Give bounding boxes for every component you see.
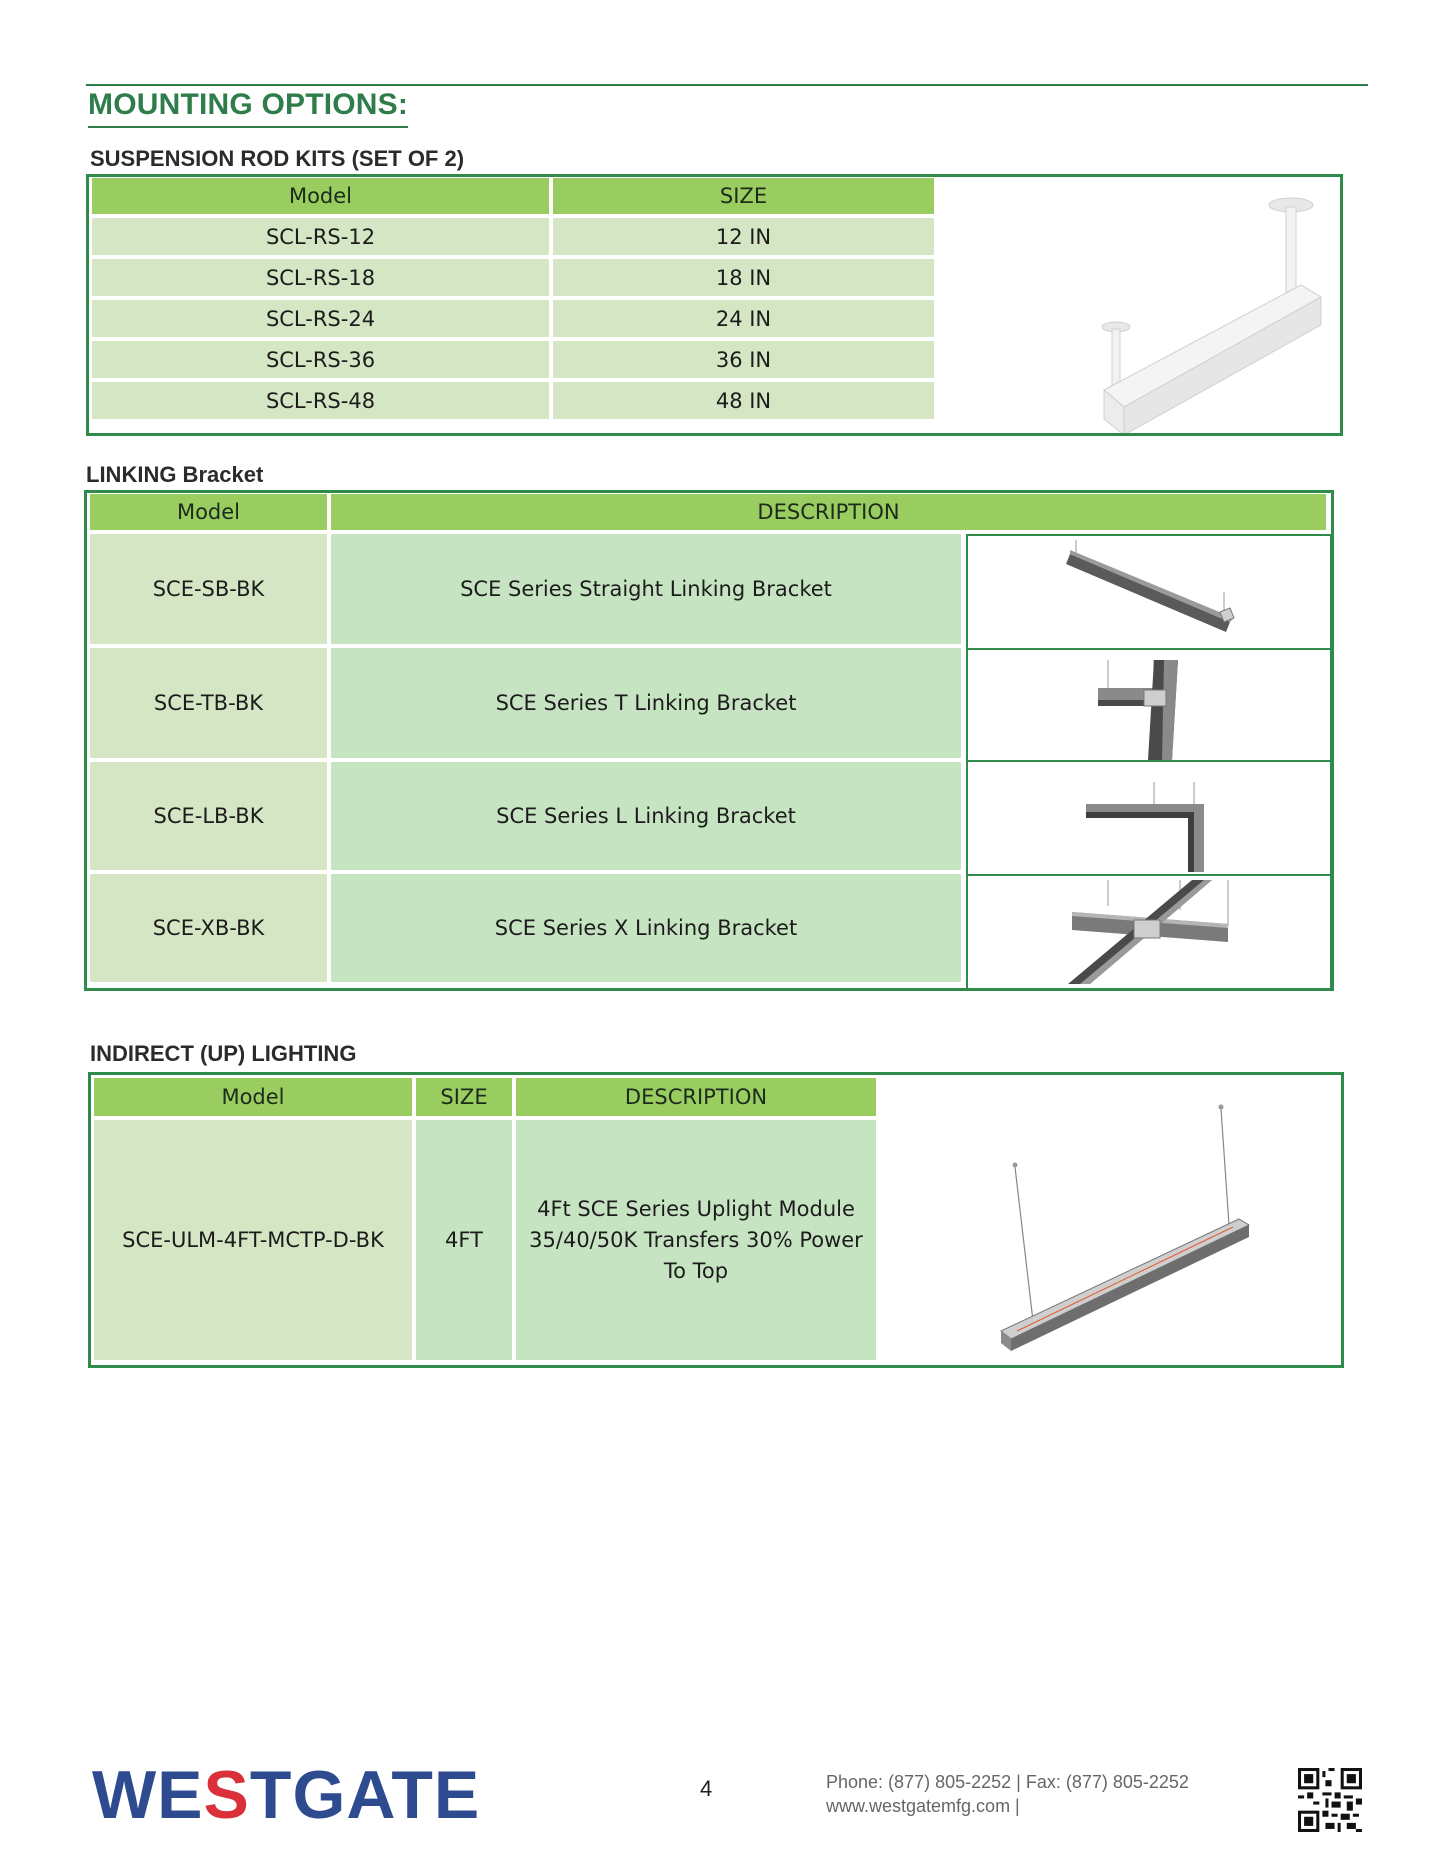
size-cell: 36 IN xyxy=(553,341,934,378)
table-row xyxy=(92,341,934,378)
indirect-header-description: DESCRIPTION xyxy=(516,1078,876,1116)
description-cell: SCE Series T Linking Bracket xyxy=(331,648,961,758)
phone-fax-line: Phone: (877) 805-2252 | Fax: (877) 805-2252 xyxy=(826,1772,1189,1792)
model-cell: SCE-XB-BK xyxy=(90,874,327,982)
linking-header-model: Model xyxy=(90,494,327,530)
qr-code-icon[interactable] xyxy=(1298,1768,1362,1832)
description-cell: SCE Series Straight Linking Bracket xyxy=(331,534,961,644)
x-bracket-icon xyxy=(968,876,1330,988)
straight-bracket-image xyxy=(966,534,1332,650)
table-row xyxy=(92,382,934,419)
description-line: 4Ft SCE Series Uplight Module xyxy=(537,1196,855,1221)
model-cell: SCE-TB-BK xyxy=(90,648,327,758)
size-cell: 48 IN xyxy=(553,382,934,419)
table-row xyxy=(92,259,934,296)
logo-text-mid: S xyxy=(203,1757,250,1833)
uplight-module-image xyxy=(961,1085,1343,1365)
model-cell: SCL-RS-48 xyxy=(92,382,549,419)
size-cell: 4FT xyxy=(416,1120,512,1360)
model-cell: SCL-RS-12 xyxy=(92,218,549,255)
indirect-section-title: INDIRECT (UP) LIGHTING xyxy=(90,1041,357,1066)
logo-text-right: TGATE xyxy=(249,1757,481,1833)
description-line: 35/40/50K Transfers 30% Power xyxy=(529,1227,863,1252)
page-number: 4 xyxy=(700,1776,713,1801)
model-cell: SCE-ULM-4FT-MCTP-D-BK xyxy=(94,1120,412,1360)
westgate-logo xyxy=(92,1756,480,1834)
model-cell: SCE-LB-BK xyxy=(90,762,327,870)
description-line: To Top xyxy=(663,1258,729,1283)
description-cell: SCE Series L Linking Bracket xyxy=(331,762,961,870)
contact-info xyxy=(826,1770,1189,1818)
linking-section-title: LINKING Bracket xyxy=(86,462,264,487)
t-bracket-image xyxy=(966,648,1332,762)
description-cell: SCE Series X Linking Bracket xyxy=(331,874,961,982)
indirect-table xyxy=(90,1074,880,1364)
table-row xyxy=(92,218,934,255)
suspension-header-size: SIZE xyxy=(553,178,934,214)
suspension-rod-fixture-image xyxy=(1009,185,1339,433)
t-bracket-icon xyxy=(968,650,1330,760)
x-bracket-image xyxy=(966,874,1332,990)
website-link[interactable]: www.westgatemfg.com | xyxy=(826,1796,1020,1816)
indirect-header-size: SIZE xyxy=(416,1078,512,1116)
l-bracket-image xyxy=(966,760,1332,876)
linking-header-description: DESCRIPTION xyxy=(331,494,1326,530)
top-rule xyxy=(86,84,1368,86)
suspension-header-model: Model xyxy=(92,178,549,214)
straight-bracket-icon xyxy=(968,536,1330,648)
model-cell: SCL-RS-24 xyxy=(92,300,549,337)
indirect-header-model: Model xyxy=(94,1078,412,1116)
suspension-table xyxy=(88,174,938,423)
l-bracket-icon xyxy=(968,762,1330,874)
model-cell: SCL-RS-18 xyxy=(92,259,549,296)
logo-text-left: WE xyxy=(92,1757,204,1833)
table-row xyxy=(92,300,934,337)
table-row xyxy=(94,1120,876,1360)
size-cell: 24 IN xyxy=(553,300,934,337)
description-cell xyxy=(516,1120,876,1360)
size-cell: 18 IN xyxy=(553,259,934,296)
model-cell: SCE-SB-BK xyxy=(90,534,327,644)
page-title: MOUNTING OPTIONS: xyxy=(88,88,408,128)
size-cell: 12 IN xyxy=(553,218,934,255)
model-cell: SCL-RS-36 xyxy=(92,341,549,378)
suspension-section-title: SUSPENSION ROD KITS (SET OF 2) xyxy=(90,146,465,171)
